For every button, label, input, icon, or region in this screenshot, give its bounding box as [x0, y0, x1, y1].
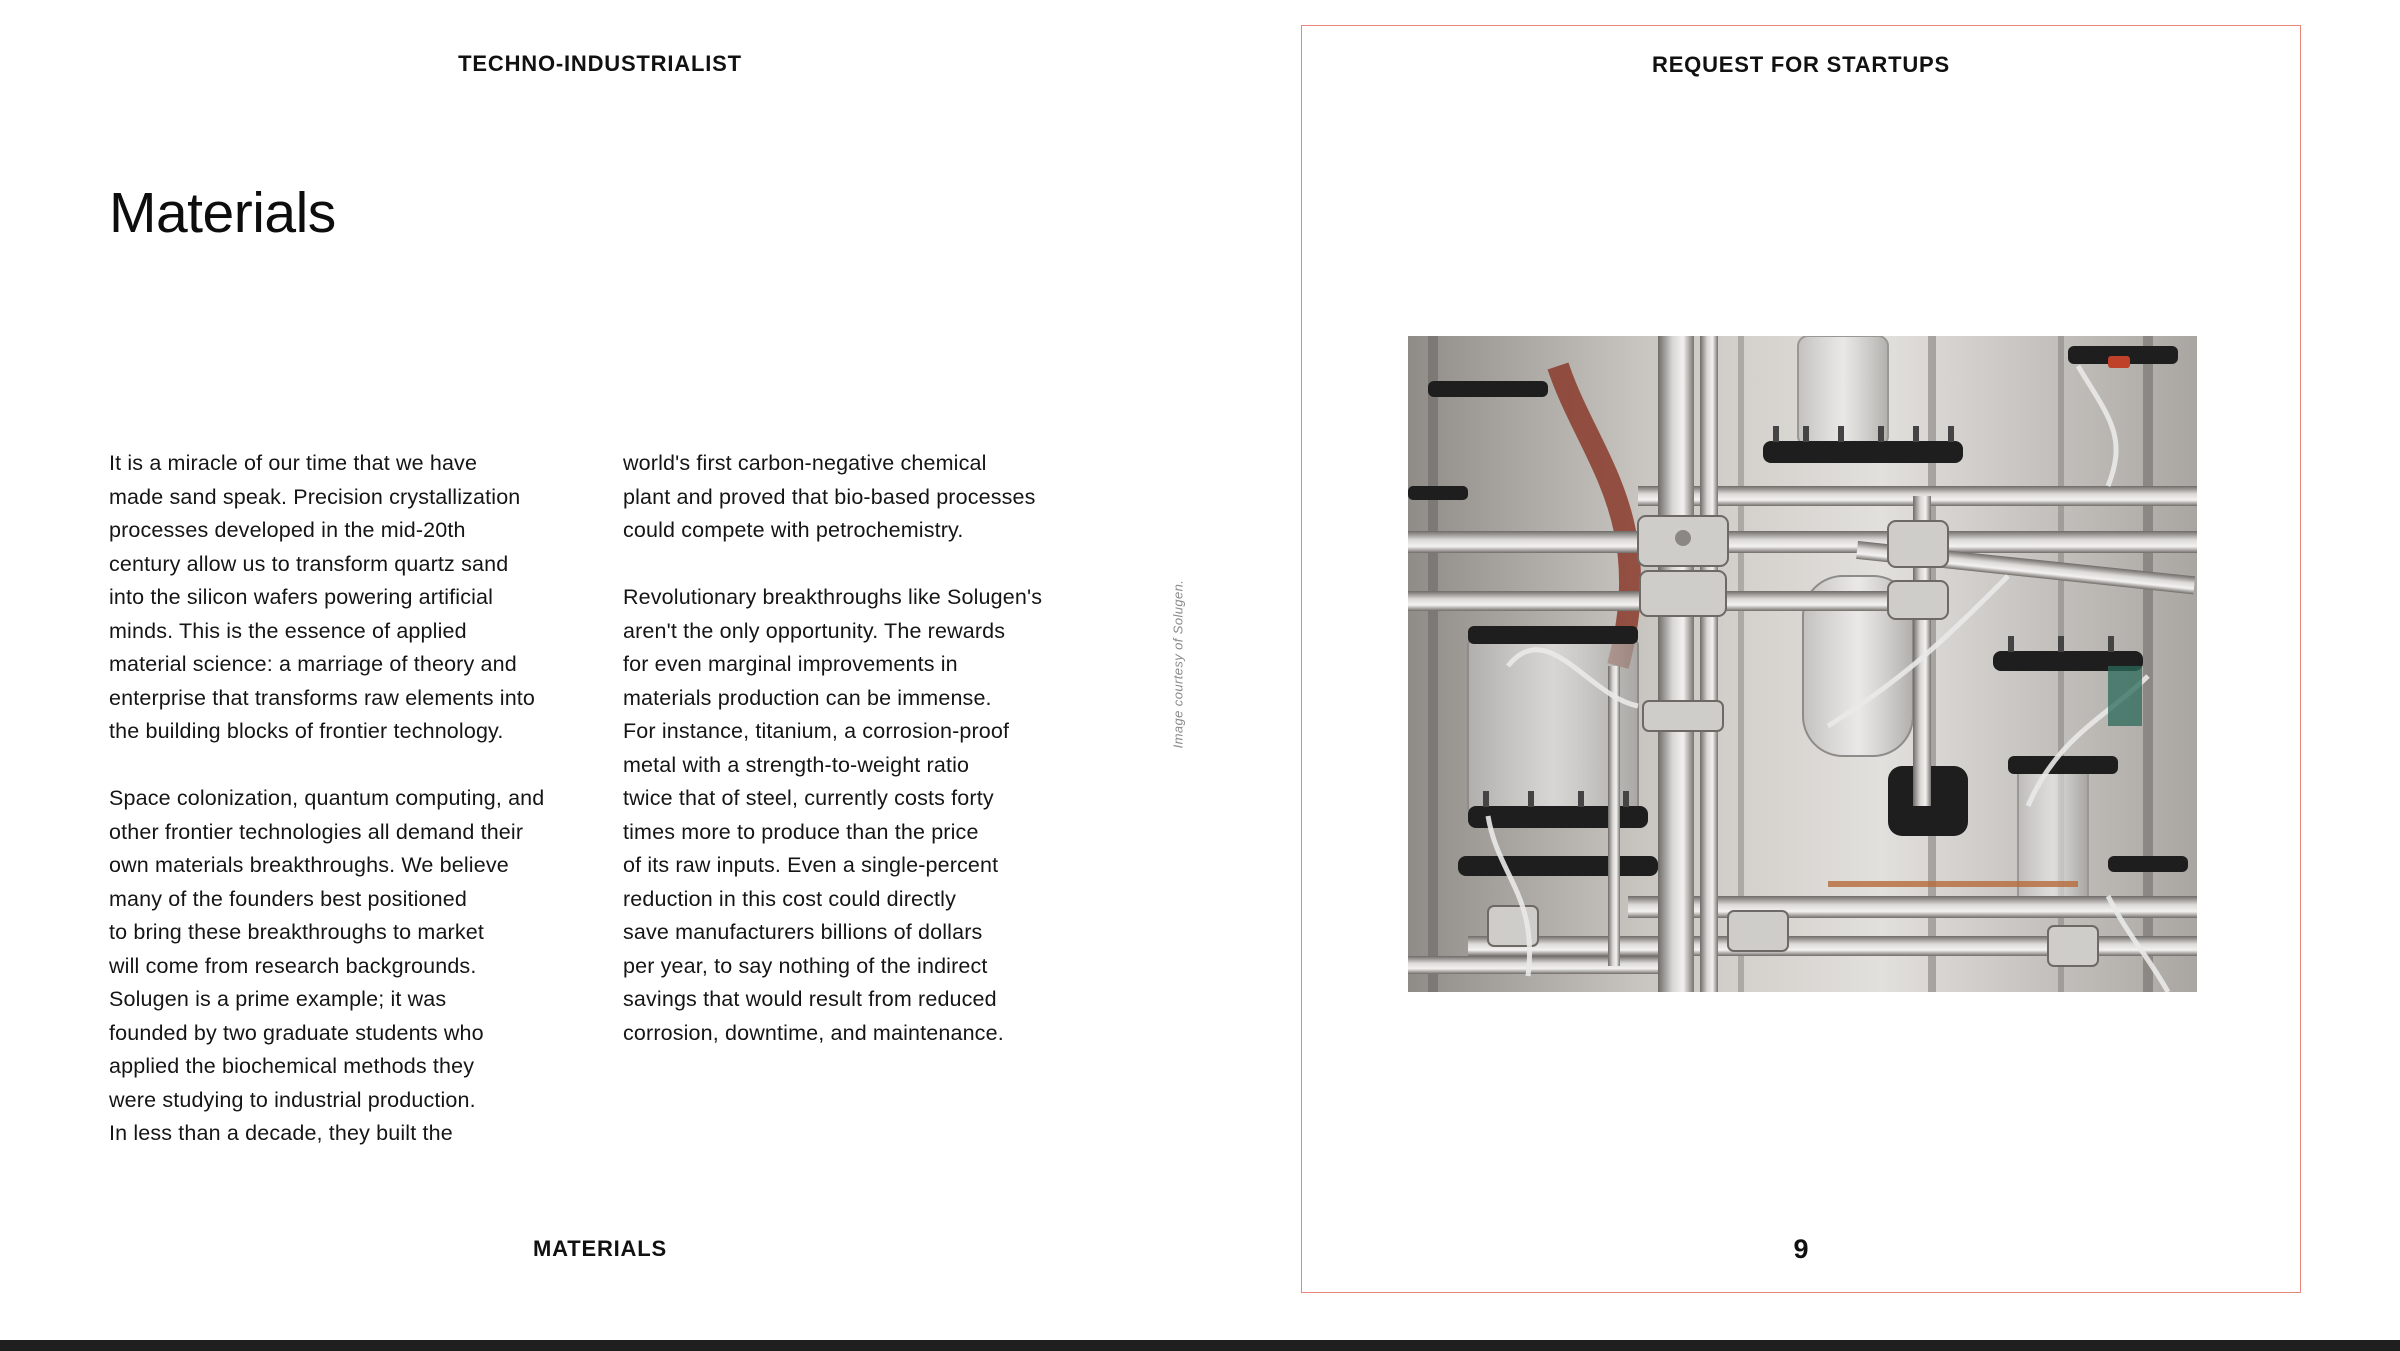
page-title: Materials	[109, 181, 336, 245]
paragraph: world's first carbon-negative chemical plant and proved that bio-based processes could compete with petrochemistry.	[623, 451, 1036, 542]
image-credit: Image courtesy of Solugen.	[1170, 579, 1186, 749]
running-header-right: REQUEST FOR STARTUPS	[1652, 52, 1950, 77]
paragraph: Space colonization, quantum computing, and other frontier technologies all demand their own materials breakthroughs. We believe many of the founders best positioned to bring these breakthroughs to market will come from research backgrounds. Solugen is a prime example; it was founded by two graduate students who applied the biochemical methods they were studying to industrial production. In less than a decade, they built the	[109, 786, 545, 1145]
right-page-frame	[1301, 25, 2301, 1293]
lab-equipment-illustration	[1408, 336, 2197, 992]
body-column-right	[623, 447, 1143, 1084]
lab-equipment-photo	[1408, 336, 2197, 992]
paragraph: It is a miracle of our time that we have made sand speak. Precision crystallization processes developed in the mid-20th century allow us to transform quartz sand into the silicon wafers powering artificial minds. This is the essence of applied material science: a marriage of theory and enterprise that transforms raw elements into the building blocks of frontier technology.	[109, 451, 536, 743]
paragraph: Revolutionary breakthroughs like Solugen's aren't the only opportunity. The rewards for even marginal improvements in materials production can be immense. For instance, titanium, a corrosion-proof metal with a strength-to-weight ratio twice that of steel, currently costs forty times more to produce than the price of its raw inputs. Even a single-percent reduction in this cost could directly save manufacturers billions of dollars per year, to say nothing of the indirect savings that would result from reduced corrosion, downtime, and maintenance.	[623, 585, 1043, 1045]
running-header-left: TECHNO-INDUSTRIALIST	[458, 51, 742, 76]
running-footer-left: MATERIALS	[533, 1236, 667, 1261]
page-number: 9	[1793, 1234, 1809, 1264]
bottom-bar	[0, 1340, 2400, 1351]
body-column-left	[109, 447, 629, 1184]
